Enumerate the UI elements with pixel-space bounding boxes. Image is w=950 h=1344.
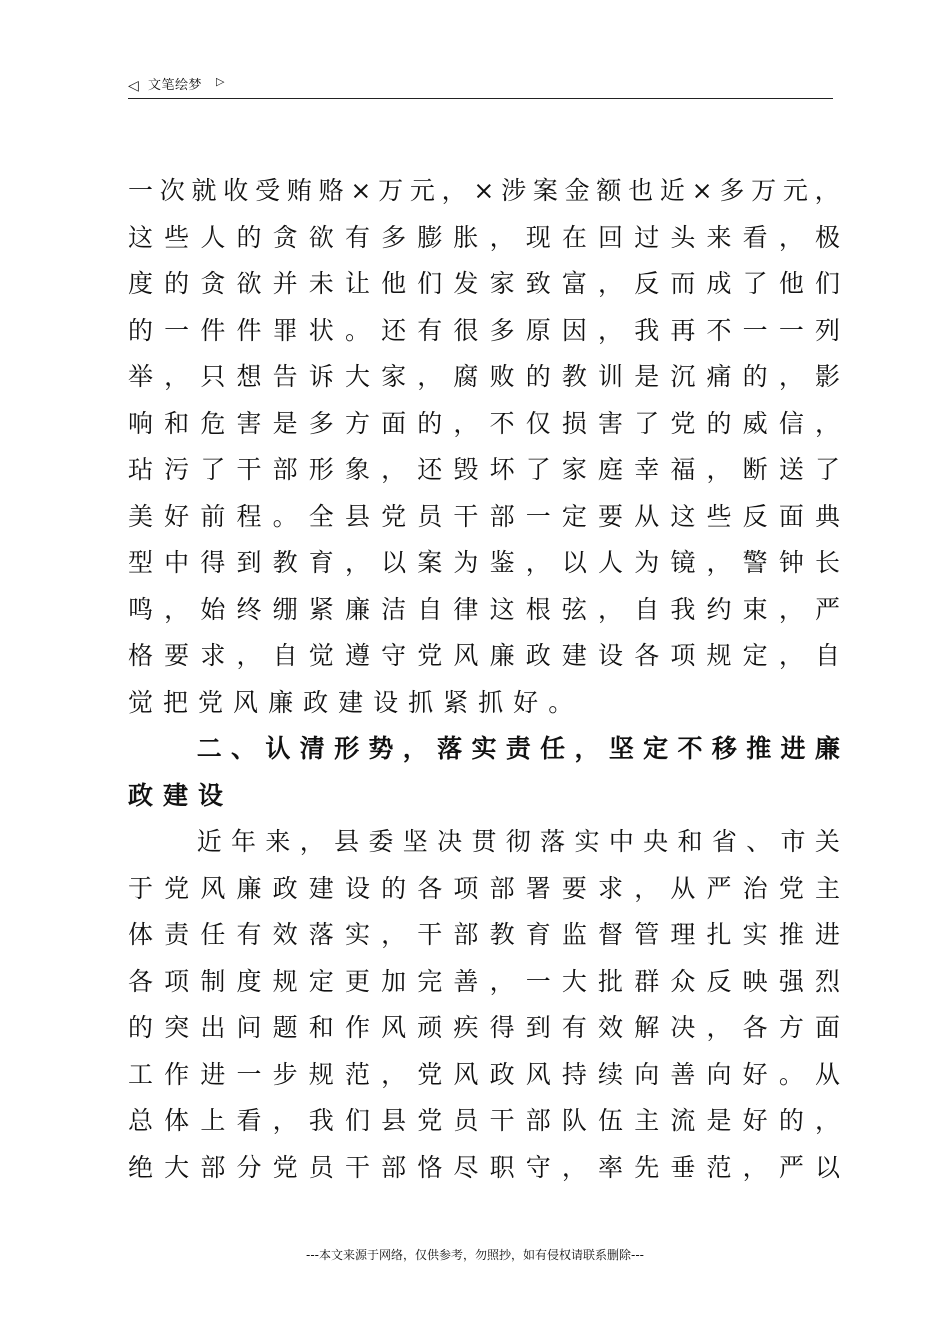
paragraph-line: 举 ， 只 想 告 诉 大 家 ， 腐 败 的 教 训 是 沉 痛 的 ， 影 [128,362,840,391]
paragraph-line: 美 好 前 程 。 全 县 党 员 干 部 一 定 要 从 这 些 反 面 典 [128,501,840,531]
section-heading-line: 政 建 设 [128,780,234,810]
paragraph-line: 鸣 ， 始 终 绷 紧 廉 洁 自 律 这 根 弦 ， 自 我 约 束 ， 严 [128,594,840,624]
paragraph-line: 的 突 出 问 题 和 作 风 顽 疾 得 到 有 效 解 决 ， 各 方 面 [128,1013,840,1042]
paragraph-line: 一 次 就 收 受 贿 赂 × 万 元 ， × 涉 案 金 额 也 近 × 多 万 元 ， [128,176,840,205]
paragraph-line: 工 作 进 一 步 规 范 ， 党 风 政 风 持 续 向 善 向 好 。 从 [128,1059,840,1089]
paragraph-line: 型 中 得 到 教 育 ， 以 案 为 鉴 ， 以 人 为 镜 ， 警 钟 长 [128,548,840,577]
paragraph-line: 格 要 求 ， 自 觉 遵 守 党 风 廉 政 建 设 各 项 规 定 ， 自 [128,641,840,670]
paragraph-line: 玷 污 了 干 部 形 象 ， 还 毁 坏 了 家 庭 幸 福 ， 断 送 了 [128,455,840,484]
document-body [128,168,840,1191]
paragraph-line: 觉 把 党 风 廉 政 建 设 抓 紧 抓 好 。 [128,687,584,717]
paragraph-line: 度 的 贪 欲 并 未 让 他 们 发 家 致 富 ， 反 而 成 了 他 们 [128,269,840,298]
paragraph-line: 近 年 来 ， 县 委 坚 决 贯 彻 落 实 中 央 和 省 、 市 关 [196,827,840,856]
page-header [128,74,833,99]
paragraph-line: 总 体 上 看 ， 我 们 县 党 员 干 部 队 伍 主 流 是 好 的 ， [128,1106,840,1135]
paragraph-line: 于 党 风 廉 政 建 设 的 各 项 部 署 要 求 ， 从 严 治 党 主 [128,873,840,903]
paragraph-line: 这 些 人 的 贪 欲 有 多 膨 胀 ， 现 在 回 过 头 来 看 ， 极 [128,222,840,252]
paragraph-line: 各 项 制 度 规 定 更 加 完 善 ， 一 大 批 群 众 反 映 强 烈 [128,966,840,996]
right-triangle-icon: ▷ [216,75,225,88]
paragraph-line: 的 一 件 件 罪 状 。 还 有 很 多 原 因 ， 我 再 不 一 一 列 [128,315,840,345]
footer-disclaimer: ---本文来源于网络，仅供参考，勿照抄，如有侵权请联系删除--- [306,1248,644,1262]
header-title: 文笔绘梦 [148,78,203,93]
paragraph-line: 绝 大 部 分 党 员 干 部 恪 尽 职 守 ， 率 先 垂 范 ， 严 以 [128,1152,840,1182]
paragraph-line: 响 和 危 害 是 多 方 面 的 ， 不 仅 损 害 了 党 的 威 信 ， [128,408,840,438]
left-triangle-icon: ◁ [128,78,139,94]
section-heading-line: 二 、 认 清 形 势 ， 落 实 责 任 ， 坚 定 不 移 推 进 廉 [196,734,840,763]
paragraph-line: 体 责 任 有 效 落 实 ， 干 部 教 育 监 督 管 理 扎 实 推 进 [128,920,840,949]
